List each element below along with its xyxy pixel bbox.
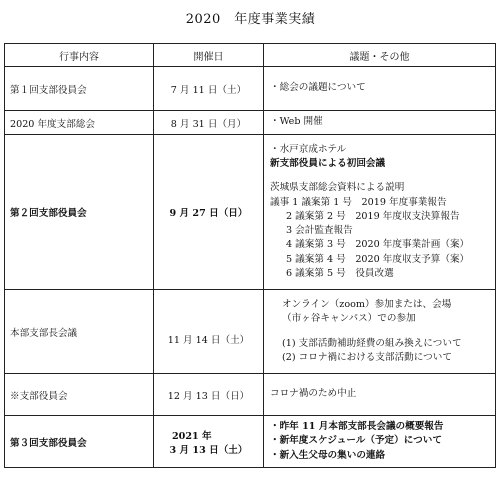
detail-line: ・総会の議題について xyxy=(270,82,366,94)
event-cell: 2020 年度支部総会 xyxy=(5,111,154,135)
date-cell xyxy=(154,416,264,468)
detail-line: 4 議案第 3 号 2020 年度事業計画（案） xyxy=(286,239,470,251)
date-day: 3 月 13 日（土） xyxy=(169,444,248,456)
detail-line: (1) 支部活動補助経費の組み換えについて xyxy=(282,337,462,349)
header-date: 開催日 xyxy=(154,44,264,67)
detail-line: オンライン（zoom）参加または、会場 xyxy=(282,299,452,311)
detail-line: 2 議案第 2 号 2019 年度収支決算報告 xyxy=(286,210,460,222)
event-cell: ※支部役員会 xyxy=(5,374,154,416)
event-cell: 第２回支部役員会 xyxy=(5,135,154,290)
date-cell: 9 月 27 日（日） xyxy=(154,135,264,290)
detail-line: ・Web 開催 xyxy=(270,116,323,128)
event-cell: 第１回支部役員会 xyxy=(5,67,154,111)
date-cell: 7 月 11 日（土） xyxy=(154,67,264,111)
detail-line: コロナ禍のため中止 xyxy=(270,388,357,400)
detail-line: 3 会計監査報告 xyxy=(286,225,353,237)
table-row xyxy=(5,135,496,290)
details-cell xyxy=(264,416,496,468)
date-year: 2021 年 xyxy=(172,430,212,442)
detail-line: 6 議案第 5 号 役員改選 xyxy=(286,267,394,279)
header-event: 行事内容 xyxy=(5,44,154,67)
page-title: 2020 年度事業実績 xyxy=(185,12,316,27)
date-cell: 8 月 31 日（月） xyxy=(154,111,264,135)
detail-line: ・新年度スケジュール（予定）について xyxy=(270,435,442,447)
event-cell: 第３回支部役員会 xyxy=(5,416,154,468)
table-row xyxy=(5,374,496,416)
detail-line: (2) コロナ禍における支部活動について xyxy=(282,351,452,363)
details-cell xyxy=(264,111,496,135)
header-details: 議題・その他 xyxy=(264,44,496,67)
event-cell: 本部支部長会議 xyxy=(5,290,154,374)
header-row xyxy=(5,44,496,67)
detail-line: ・昨年 11 月本部支部長会議の概要報告 xyxy=(270,421,444,433)
details-cell xyxy=(264,374,496,416)
detail-line: 新支部役員による初回会議 xyxy=(270,158,386,170)
table-row xyxy=(5,416,496,468)
date-cell: 12 月 13 日（日） xyxy=(154,374,264,416)
detail-line: （市ヶ谷キャンパス）での参加 xyxy=(282,313,416,325)
detail-line: 5 議案第 4 号 2020 年度収支予算（案） xyxy=(286,253,470,265)
table-row xyxy=(5,290,496,374)
details-cell xyxy=(264,67,496,111)
date-cell: 11 月 14 日（土） xyxy=(154,290,264,374)
details-cell xyxy=(264,135,496,290)
events-table xyxy=(4,43,496,468)
table-row xyxy=(5,111,496,135)
detail-line: ・水戸京成ホテル xyxy=(270,144,347,156)
detail-line: 茨城県支部総会資料による説明 xyxy=(270,182,405,194)
table-row xyxy=(5,67,496,111)
details-cell xyxy=(264,290,496,374)
detail-line: ・新入生父母の集いの連絡 xyxy=(270,449,386,461)
detail-line: 議事 1 議案第 1 号 2019 年度事業報告 xyxy=(270,196,447,208)
